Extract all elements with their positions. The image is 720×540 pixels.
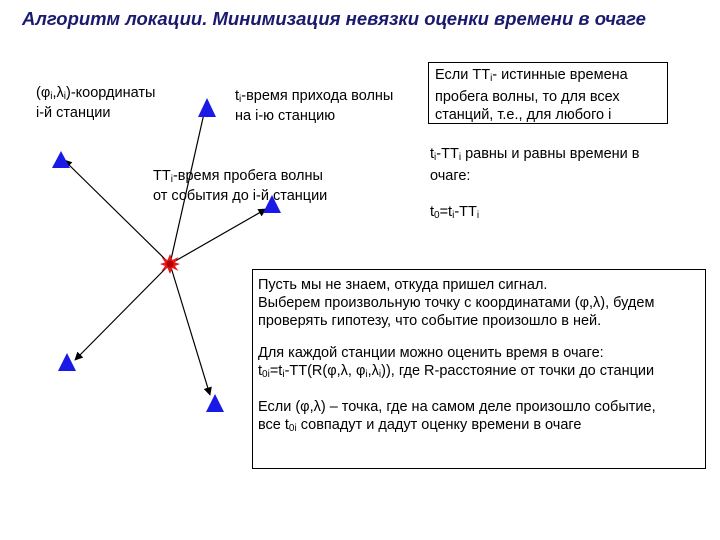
station-4-icon xyxy=(58,353,76,371)
origin-time-statement: $t_i-TT_i$ равны и равны времени в очаге: xyxy=(430,146,640,184)
slide-title: Алгоритм локации. Минимизация невязки оценки времени в очаге xyxy=(22,8,646,29)
origin-time-formula: $t_0=t_i-TT_i$ xyxy=(430,204,480,221)
ray-to-station-4 xyxy=(75,264,170,360)
ray-to-station-3 xyxy=(170,209,266,264)
station-1-icon xyxy=(52,151,70,168)
station-5-icon xyxy=(206,394,224,412)
arrival-time-label: $t_i$-время прихода волны на i-ю станцию xyxy=(235,88,394,124)
ray-to-station-5 xyxy=(170,264,210,395)
hypothesis-box: Пусть мы не знаем, откуда пришел сигнал. Выберем произвольную точку с координатами (φ,λ), будем проверять гипотезу, что событие произошло в ней. Для каждой станции можно оценить время в очаге: $t_{0i}=t_i-TT(R(\varphi,\lambda$, $\varphi_i,\lambda_i$)), где R-расстояние от точки до станции Если (φ,λ) – точка, где на самом деле произошло событие, все $t_{0i}$ совпадут и дадут оценку времени в очаге xyxy=(252,269,706,469)
travel-time-label: $TT_i$-время пробега волны от события до i-й станции xyxy=(153,168,328,204)
station-2-icon xyxy=(198,98,216,117)
station-coordinates-label: $(\varphi_i,\lambda_i)$-координаты i-й станции xyxy=(36,85,156,121)
true-travel-time-box: Если $TT_i-$ истинные времена пробега волны, то для всех станций, т.е., для любого i xyxy=(428,62,668,124)
